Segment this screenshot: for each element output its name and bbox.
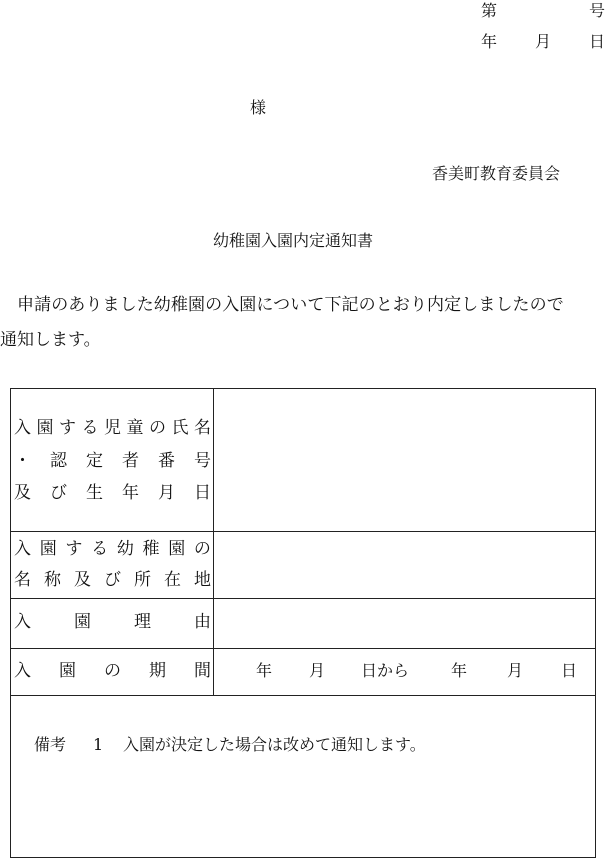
notice-table: [10, 388, 596, 858]
label-char: 由: [194, 611, 211, 632]
label-char: す: [65, 538, 83, 559]
period-from-year: 年: [256, 661, 273, 680]
period-to-year: 年: [451, 661, 468, 680]
admission-reason-label: [14, 611, 211, 633]
label-line: [14, 450, 211, 472]
label-char: 園: [59, 660, 76, 681]
label-char: 入: [14, 538, 31, 559]
period-from-day: 日から: [361, 661, 410, 680]
remarks-number: 1: [93, 735, 104, 754]
label-char: 園: [39, 538, 57, 559]
label-char: 月: [158, 482, 175, 503]
label-char: 称: [44, 569, 61, 590]
label-char: 生: [86, 482, 103, 503]
label-char: の: [104, 660, 121, 681]
row-divider-1: [11, 531, 595, 532]
label-line: [14, 417, 211, 439]
period-to-day: 日: [561, 661, 578, 680]
label-char: 年: [122, 482, 139, 503]
label-char: 名: [14, 569, 31, 590]
label-char: 期: [149, 660, 166, 681]
label-char: 者: [122, 450, 139, 471]
label-char: 理: [134, 611, 151, 632]
label-char: 入: [14, 660, 31, 681]
admission-period-label: [14, 660, 211, 682]
label-char: 号: [194, 450, 211, 471]
label-char: 所: [134, 569, 151, 590]
label-char: す: [59, 417, 76, 438]
label-char: び: [50, 482, 67, 503]
number-suffix: 号: [588, 1, 605, 20]
label-char: 園: [168, 538, 186, 559]
label-char: 児: [104, 417, 121, 438]
label-char: 入: [14, 611, 31, 632]
row-divider-2: [11, 598, 595, 599]
label-char: 稚: [142, 538, 160, 559]
column-divider: [213, 389, 214, 695]
label-char: る: [91, 538, 109, 559]
label-char: 日: [194, 482, 211, 503]
label-char: 園: [36, 417, 54, 438]
label-char: る: [81, 417, 99, 438]
recipient-honorific: 様: [250, 98, 267, 117]
body-line-2: 通知します。: [0, 330, 101, 350]
label-char: の: [149, 417, 166, 438]
label-line: [14, 569, 211, 591]
sender-name: 香美町教育委員会: [432, 164, 561, 183]
period-from-month: 月: [309, 661, 326, 680]
label-char: 名: [194, 417, 211, 438]
body-line-1: 申請のありました幼稚園の入園について下記のとおり内定しましたので: [17, 295, 564, 315]
number-prefix: 第: [481, 1, 498, 20]
label-char: 入: [14, 417, 31, 438]
remarks-text: 入園が決定した場合は改めて通知します。: [123, 735, 426, 754]
date-day: 日: [588, 32, 605, 51]
row-divider-3: [11, 648, 595, 649]
label-char: の: [193, 538, 211, 559]
label-char: 園: [74, 611, 91, 632]
label-char: 地: [194, 569, 211, 590]
label-char: 認: [50, 450, 67, 471]
label-line: [14, 538, 211, 560]
label-char: び: [104, 569, 121, 590]
label-char: 童: [126, 417, 144, 438]
label-char: 幼: [116, 538, 134, 559]
label-char: 定: [86, 450, 103, 471]
row-divider-4: [11, 695, 595, 696]
document-date-line: [481, 34, 605, 50]
label-char: 及: [74, 569, 91, 590]
remarks-label: 備考: [34, 735, 67, 754]
date-month: 月: [534, 32, 551, 51]
label-char: 在: [164, 569, 181, 590]
document-number-line: [481, 3, 605, 19]
period-to-month: 月: [507, 661, 524, 680]
label-line: [14, 482, 211, 504]
label-char: 氏: [171, 417, 189, 438]
document-title: 幼稚園入園内定通知書: [213, 231, 374, 250]
label-char: ・: [14, 450, 31, 471]
label-char: 番: [158, 450, 175, 471]
label-char: 及: [14, 482, 31, 503]
date-year: 年: [481, 32, 498, 51]
label-char: 間: [194, 660, 211, 681]
